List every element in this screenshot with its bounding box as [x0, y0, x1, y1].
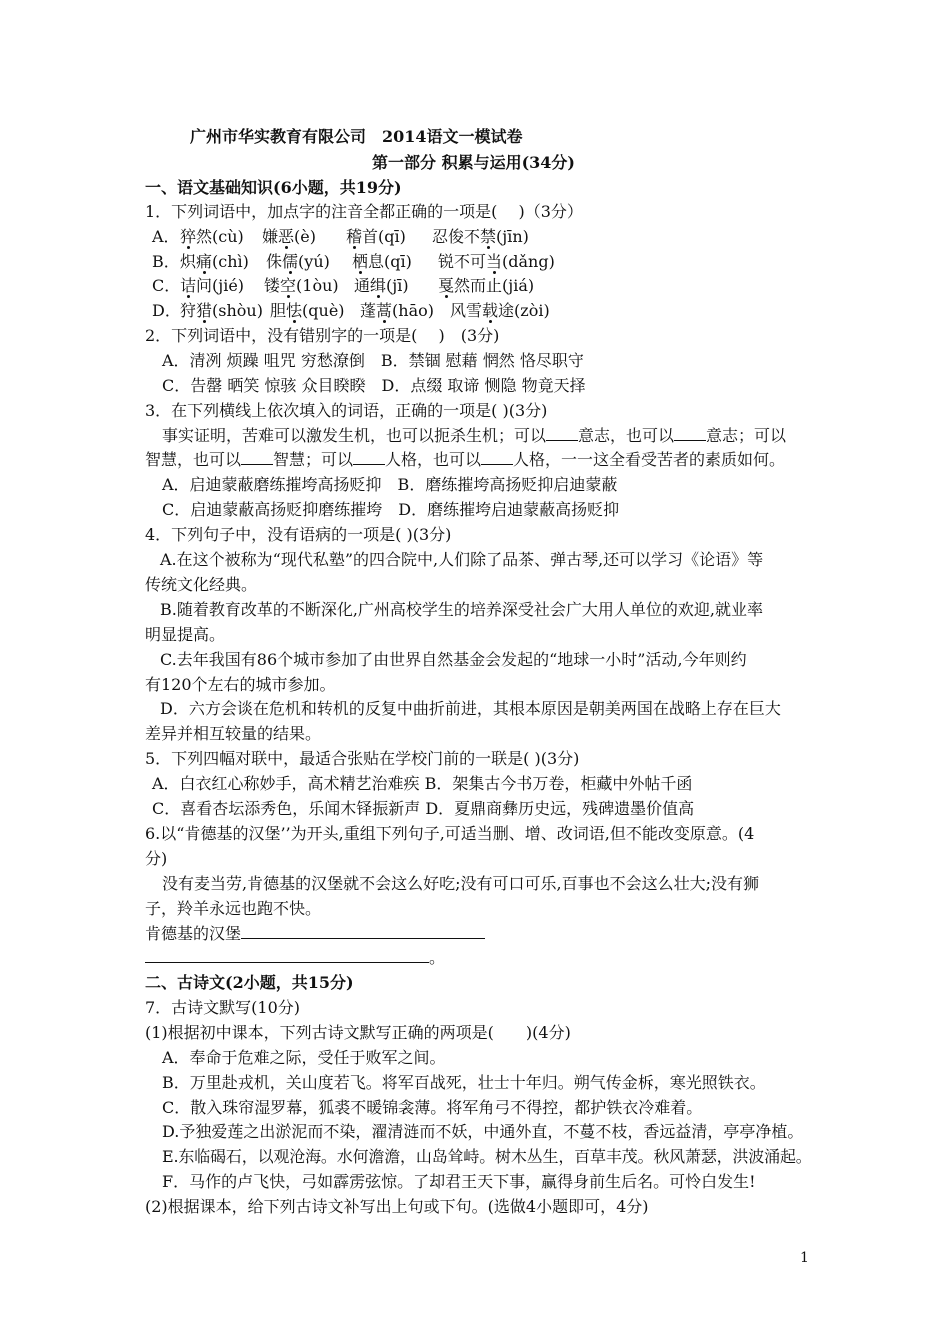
q3-passage-line1: 事实证明，苦难可以激发生机，也可以扼杀生机；可以 意志，也可以 意志；可以	[162, 426, 787, 445]
section-2-heading: 二、古诗文(2小题，共15分)	[145, 973, 354, 992]
q3-options-ab: A．启迪蒙蔽磨练摧垮高扬贬抑 B．磨练摧垮高扬贬抑启迪蒙蔽	[162, 475, 618, 494]
dotted-char: 当	[486, 252, 503, 271]
fill-blank	[353, 448, 385, 465]
q4-option-b-cont: 明显提高。	[145, 625, 226, 644]
q7-option-f: F．马作的卢飞快，弓如霹雳弦惊。了却君王天下事，赢得身前生后名。可怜白发生!	[162, 1172, 756, 1191]
q7-option-c: C．散入珠帘湿罗幕，狐裘不暖锦衾薄。将军角弓不得控，都护铁衣冷难着。	[162, 1098, 703, 1117]
dotted-char: 缉	[370, 276, 387, 295]
q4-option-c-cont: 有120个左右的城市参加。	[145, 675, 336, 694]
q1-option-b: B． 炽痛(chì) 侏儒(yú) 栖息(qī) 锐不可当(dǎng)	[152, 252, 555, 271]
q6-text: 没有麦当劳,肯德基的汉堡就不会这么好吃;没有可口可乐,百事也不会这么壮大;没有狮	[162, 874, 759, 893]
q7-option-d: D.予独爱莲之出淤泥而不染，濯清涟而不妖，中通外直，不蔓不枝，香远益清，亭亭净植。	[162, 1122, 804, 1141]
q2-options-ab: A．清冽 烦躁 咀咒 穷愁潦倒 B．禁锢 慰藉 惘然 恪尽职守	[162, 351, 584, 370]
dotted-char: 诘	[180, 276, 197, 295]
q7-sub2: (2)根据课本，给下列古诗文补写出上句或下句。(选做4小题即可，4分)	[145, 1197, 649, 1216]
q1-option-c: C． 诘问(jié) 镂空(1òu) 通缉(jī) 戛然而止(jiá)	[152, 276, 535, 295]
q7-sub1: (1)根据初中课本，下列古诗文默写正确的两项是( )(4分)	[145, 1023, 571, 1042]
exam-title: 广州市华实教育有限公司 2014语文一模试卷	[190, 127, 523, 146]
q7-option-b: B．万里赴戎机，关山度若飞。将军百战死，壮士十年归。朔气传金柝，寒光照铁衣。	[162, 1073, 766, 1092]
dotted-char: 痛	[196, 252, 213, 271]
q6-text-cont: 子，羚羊永远也跑不快。	[145, 899, 322, 918]
dotted-char: 恶	[278, 227, 295, 246]
q6-answer-line: 肯德基的汉堡	[145, 922, 485, 946]
fill-blank	[546, 424, 578, 441]
q4-option-d: D．六方会谈在危机和转机的反复中曲折前进，其根本原因是朝美两国在战略上存在巨大	[160, 699, 781, 718]
answer-blank	[145, 946, 429, 963]
q3-passage-line2: 智慧，也可以 智慧；可以 人格，也可以 人格，一一这全看受苦者的素质如何。	[145, 450, 786, 469]
dotted-char: 猎	[196, 301, 213, 320]
q6-stem: 6.以“肯德基的汉堡’’为开头,重组下列句子,可适当删、增、改词语,但不能改变原意。(4	[145, 824, 755, 843]
q7-stem: 7．古诗文默写(10分)	[145, 998, 301, 1017]
answer-blank	[241, 922, 485, 939]
q4-option-a: A.在这个被称为“现代私塾”的四合院中,人们除了品茶、弹古琴,还可以学习《论语》等	[160, 550, 764, 569]
dotted-char: 怯	[286, 301, 303, 320]
q7-option-a: A．奉命于危难之际，受任于败军之间。	[162, 1048, 446, 1067]
q5-stem: 5．下列四幅对联中，最适合张贴在学校门前的一联是( )(3分)	[145, 749, 580, 768]
q1-stem: 1．下列词语中，加点字的注音全都正确的一项是( )（3分）	[145, 202, 583, 221]
q4-option-b: B.随着教育改革的不断深化,广州高校学生的培养深受社会广大用人单位的欢迎,就业率	[160, 600, 764, 619]
q1-option-d: D． 狩猎(shòu) 胆怯(què) 蓬蒿(hāo) 风雪载途(zòi)	[152, 301, 550, 320]
q2-stem: 2．下列词语中，没有错别字的一项是( ) (3分)	[145, 326, 500, 345]
q6-stem-cont: 分)	[145, 849, 168, 868]
fill-blank	[674, 424, 706, 441]
q4-option-c: C.去年我国有86个城市参加了由世界自然基金会发起的“地球一小时”活动,今年则约	[160, 650, 747, 669]
q5-options-cd: C．喜看杏坛添秀色，乐闻木铎振新声 D．夏鼎商彝历史远，残碑遗墨价值高	[152, 799, 695, 818]
q3-stem: 3．在下列横线上依次填入的词语，正确的一项是( )(3分)	[145, 401, 548, 420]
dotted-char: 稽	[346, 227, 363, 246]
dotted-char: 蒿	[376, 301, 393, 320]
page-number: 1	[800, 1250, 809, 1266]
dotted-char: 戛	[438, 276, 455, 295]
section-1-heading: 一、语文基础知识(6小题，共19分)	[145, 178, 402, 197]
dotted-char: 禁	[480, 227, 497, 246]
dotted-char: 空	[280, 276, 297, 295]
q7-option-e: E.东临碣石，以观沧海。水何澹澹，山岛耸峙。树木丛生，百草丰茂。秋风萧瑟，洪波涌起。	[162, 1147, 812, 1166]
q5-options-ab: A．白衣红心称妙手，高术精艺治难疾 B．架集古今书万卷，柜藏中外帖千函	[152, 774, 693, 793]
q1-option-a: A． 猝然(cù) 嫌恶(è) 稽首(qī) 忍俊不禁(jīn)	[152, 227, 529, 246]
fill-blank	[241, 448, 273, 465]
q3-options-cd: C．启迪蒙蔽高扬贬抑磨练摧垮 D．磨练摧垮启迪蒙蔽高扬贬抑	[162, 500, 620, 519]
q4-option-a-cont: 传统文化经典。	[145, 575, 258, 594]
part-title: 第一部分 积累与运用(34分)	[372, 153, 575, 172]
fill-blank	[481, 448, 513, 465]
dotted-char: 栖	[352, 252, 369, 271]
dotted-char: 猝	[180, 227, 197, 246]
dotted-char: 载	[482, 301, 499, 320]
q2-options-cd: C．告罄 晒笑 惊骇 众目睽睽 D．点缀 取谛 恻隐 物竟天择	[162, 376, 586, 395]
dotted-char: 儒	[282, 252, 299, 271]
q4-option-d-cont: 差异并相互较量的结果。	[145, 724, 322, 743]
q6-answer-line-2: 。	[145, 946, 445, 970]
q4-stem: 4．下列句子中，没有语病的一项是( )(3分)	[145, 525, 452, 544]
